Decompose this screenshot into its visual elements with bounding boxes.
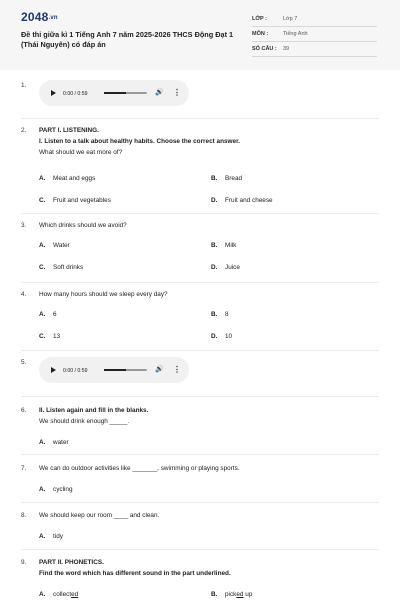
question-number: 2.	[21, 127, 27, 134]
exam-title: Đề thi giữa kì 1 Tiếng Anh 7 năm 2025-2026 THCS Động Đạt 1 (Thái Nguyên) có đáp án	[21, 30, 234, 49]
question-number: 9.	[21, 559, 27, 566]
option-text: Juice	[225, 264, 240, 271]
option-text: Milk	[225, 242, 237, 249]
option-letter: A.	[39, 439, 46, 446]
option-a[interactable]	[39, 589, 78, 600]
option-text: 10	[225, 333, 233, 340]
option-d[interactable]	[211, 262, 240, 273]
question-text: What should we eat more of?	[39, 149, 123, 156]
question-text: We can do outdoor activities like _______, swimming or playing sports.	[39, 465, 240, 472]
option-letter: C.	[39, 333, 46, 340]
option-text: tidy	[53, 533, 63, 540]
option-text	[225, 591, 252, 598]
option-letter: A.	[39, 311, 46, 318]
question-6	[21, 405, 380, 449]
option-c[interactable]	[39, 195, 111, 206]
question-instruction: Find the word which has different sound in the part underlined.	[39, 570, 231, 577]
subject-field	[252, 29, 377, 42]
option-text: water	[53, 439, 69, 446]
option-a[interactable]	[39, 484, 73, 495]
underlined-part: ed	[236, 591, 244, 598]
volume-icon[interactable]: 🔊	[155, 366, 164, 373]
word-part: collect	[53, 591, 72, 598]
question-number: 6.	[21, 407, 27, 414]
audio-seek-bar[interactable]	[104, 369, 147, 371]
question-9	[21, 557, 380, 600]
question-2	[21, 125, 380, 210]
option-letter: A.	[39, 486, 46, 493]
divider	[21, 396, 379, 397]
option-text: Fruit and vegetables	[53, 197, 111, 204]
option-letter: C.	[39, 264, 46, 271]
option-b[interactable]	[211, 309, 229, 320]
play-icon[interactable]	[51, 367, 56, 373]
audio-player[interactable]	[39, 80, 189, 106]
divider	[21, 454, 379, 455]
option-b[interactable]	[211, 589, 252, 600]
question-body	[39, 557, 380, 579]
section-title: PART I. LISTENING.	[39, 127, 99, 134]
audio-seek-bar[interactable]	[104, 92, 147, 94]
option-text: cycling	[53, 486, 73, 493]
more-vert-icon[interactable]: ⋮	[173, 365, 181, 374]
option-text: Soft drinks	[53, 264, 84, 271]
divider	[21, 118, 379, 119]
option-c[interactable]	[39, 262, 83, 273]
divider	[21, 350, 379, 351]
question-number: 8.	[21, 512, 27, 519]
question-number: 4.	[21, 291, 27, 298]
question-instruction: I. Listen to a talk about healthy habits. Choose the correct answer.	[39, 138, 240, 145]
option-letter: B.	[211, 311, 218, 318]
option-c[interactable]	[39, 331, 60, 342]
option-text: Water	[53, 242, 70, 249]
more-vert-icon[interactable]: ⋮	[173, 88, 181, 97]
audio-progress	[104, 92, 126, 94]
word-part: pick	[225, 591, 237, 598]
option-b[interactable]	[211, 173, 242, 184]
option-a[interactable]	[39, 240, 70, 251]
audio-time: 0:00 / 0:59	[63, 368, 88, 374]
field-label: SỐ CÂU :	[252, 46, 277, 52]
logo-text: 2048	[21, 10, 49, 24]
option-text: 6	[53, 311, 57, 318]
underlined-part: ed	[71, 591, 79, 598]
option-letter: A.	[39, 533, 46, 540]
option-b[interactable]	[211, 240, 236, 251]
option-text: Bread	[225, 175, 243, 182]
question-number: 1.	[21, 82, 27, 89]
question-text: We should drink enough _____.	[39, 418, 130, 425]
field-value: Lớp 7	[283, 16, 298, 22]
option-text	[53, 591, 78, 598]
option-letter: B.	[211, 242, 218, 249]
option-letter: C.	[39, 197, 46, 204]
word-part: up	[243, 591, 253, 598]
option-a[interactable]	[39, 173, 95, 184]
option-letter: B.	[211, 175, 218, 182]
question-8	[21, 510, 380, 546]
option-letter: A.	[39, 175, 46, 182]
option-a[interactable]	[39, 437, 69, 448]
divider	[21, 282, 379, 283]
field-value: 39	[283, 46, 290, 52]
question-text: How many hours should we sleep every day?	[39, 291, 168, 298]
volume-icon[interactable]: 🔊	[155, 89, 164, 96]
option-text: Fruit and cheese	[225, 197, 273, 204]
site-logo[interactable]	[21, 10, 58, 24]
question-text: We should keep our room ____ and clean.	[39, 512, 160, 519]
question-5	[21, 357, 380, 387]
question-number: 3.	[21, 222, 27, 229]
field-label: MÔN :	[252, 31, 269, 37]
divider	[21, 213, 379, 214]
question-body	[39, 125, 380, 158]
question-instruction: II. Listen again and fill in the blanks.	[39, 407, 149, 414]
play-icon[interactable]	[51, 90, 56, 96]
class-field	[252, 14, 377, 27]
option-letter: A.	[39, 591, 46, 598]
audio-time: 0:00 / 0:59	[63, 91, 88, 97]
question-4	[21, 289, 380, 349]
option-text: 8	[225, 311, 229, 318]
question-7	[21, 463, 380, 499]
audio-progress	[104, 369, 126, 371]
question-1	[21, 80, 380, 110]
divider	[21, 502, 379, 503]
question-3	[21, 220, 380, 280]
question-number: 7.	[21, 465, 27, 472]
option-a[interactable]	[39, 309, 57, 320]
logo-tld: .vn	[48, 14, 58, 21]
field-value: Tiếng Anh	[283, 31, 308, 37]
option-letter: D.	[211, 197, 218, 204]
section-title: PART II. PHONETICS.	[39, 559, 104, 566]
question-number: 5.	[21, 359, 27, 366]
option-a[interactable]	[39, 531, 63, 542]
question-text: Which drinks should we avoid?	[39, 222, 127, 229]
option-text: 13	[53, 333, 61, 340]
exam-header	[0, 0, 400, 70]
question-body	[39, 405, 380, 427]
question-count-field	[252, 44, 377, 57]
divider	[21, 549, 379, 550]
option-letter: B.	[211, 591, 218, 598]
option-letter: D.	[211, 264, 218, 271]
option-d[interactable]	[211, 331, 232, 342]
option-d[interactable]	[211, 195, 273, 206]
option-text: Meat and eggs	[53, 175, 96, 182]
audio-player[interactable]	[39, 357, 189, 383]
option-letter: A.	[39, 242, 46, 249]
option-letter: D.	[211, 333, 218, 340]
field-label: LỚP :	[252, 16, 267, 22]
